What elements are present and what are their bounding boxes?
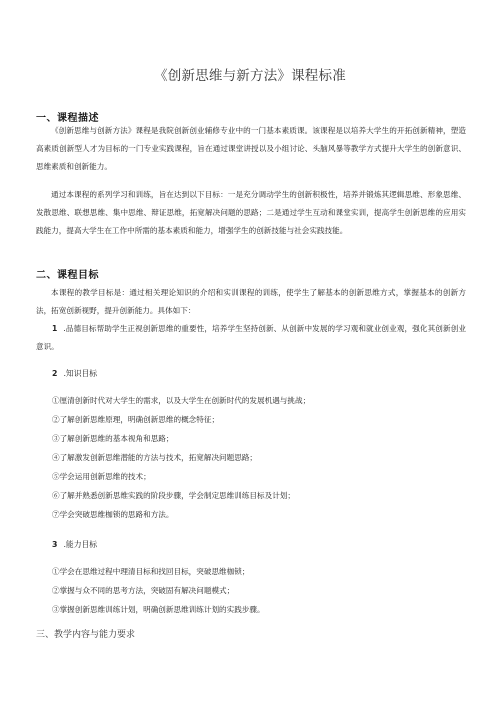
ability-item: ③掌握创新思维训练计划，明确创新思维训练计划的实践步骤。 <box>52 605 265 614</box>
knowledge-item: ④了解激发创新思维潜能的方法与技术，拓宽解决问题思路； <box>52 453 258 462</box>
section2-item-1 <box>36 320 466 356</box>
ability-item: ②掌握与众不同的思考方法，突破固有解决问题模式； <box>52 586 235 595</box>
knowledge-item: ③了解创新思维的基本视角和思路； <box>52 434 174 443</box>
knowledge-item: ②了解创新思维原理，明确创新思维的概念特征； <box>52 415 220 424</box>
item-label: .知识目标 <box>63 369 98 378</box>
section2-item-3 <box>52 539 97 550</box>
section3-heading: 三、教学内容与能力要求 <box>36 630 136 640</box>
section2-paragraph-1: 本课程的教学目标是：通过相关理论知识的介绍和实训课程的训练，使学生了解基本的创新思维方式，掌握基本的创新方法，拓宽创新视野，提升创新能力。具体如下： <box>36 288 466 315</box>
document-title: 《创新思维与新方法》课程标准 <box>154 68 346 84</box>
section1-paragraph-2: 通过本课程的系列学习和训练，旨在达到以下目标：一是充分调动学生的创新积极性，培养并锻炼其逻辑思维、形象思维、发散思维、联想思维、集中思维、辩证思维，拓宽解决问题的思路；二是通过学生互动和课堂实训，提高学生创新思维的应用实践能力，提高大学生在工作中所需的基本素质和能力，增强学生的创新技能与社会实践技能。 <box>36 190 466 235</box>
item-text: .品德目标帮助学生正视创新思维的重要性，培养学生坚持创新、从创新中发展的学习观和就业创业观，强化其创新创业意识。 <box>36 324 466 351</box>
knowledge-item: ①厘清创新时代对大学生的需求，以及大学生在创新时代的发展机遇与挑战； <box>52 396 311 405</box>
section2-item-2 <box>52 368 97 379</box>
knowledge-item: ⑥了解并熟悉创新思维实践的阶段步骤，学会制定思维训练目标及计划； <box>52 491 295 500</box>
knowledge-item: ⑦学会突破思维枷锁的思路和方法。 <box>52 510 174 519</box>
item-number: 1 <box>52 324 58 333</box>
section2-heading: 二、课程目标 <box>36 270 99 281</box>
ability-item: ①学会在思维过程中理清目标和找回目标，突破思维枷锁； <box>52 567 250 576</box>
item-number: 2 <box>52 369 58 378</box>
knowledge-item: ⑤学会运用创新思维的技术； <box>52 472 151 481</box>
item-number: 3 <box>52 540 58 549</box>
section1-heading: 一、课程描述 <box>36 113 99 124</box>
item-label: .能力目标 <box>63 540 98 549</box>
section1-paragraph-1: 《创新思维与创新方法》课程是我院创新创业辅修专业中的一门基本素质课。该课程是以培养大学生的开拓创新精神，塑造高素质创新型人才为目标的一门专业实践课程，旨在通过课堂讲授以及小组讨论、头脑风暴等教学方式提升大学生的创新意识、思维素质和创新能力。 <box>36 126 466 171</box>
